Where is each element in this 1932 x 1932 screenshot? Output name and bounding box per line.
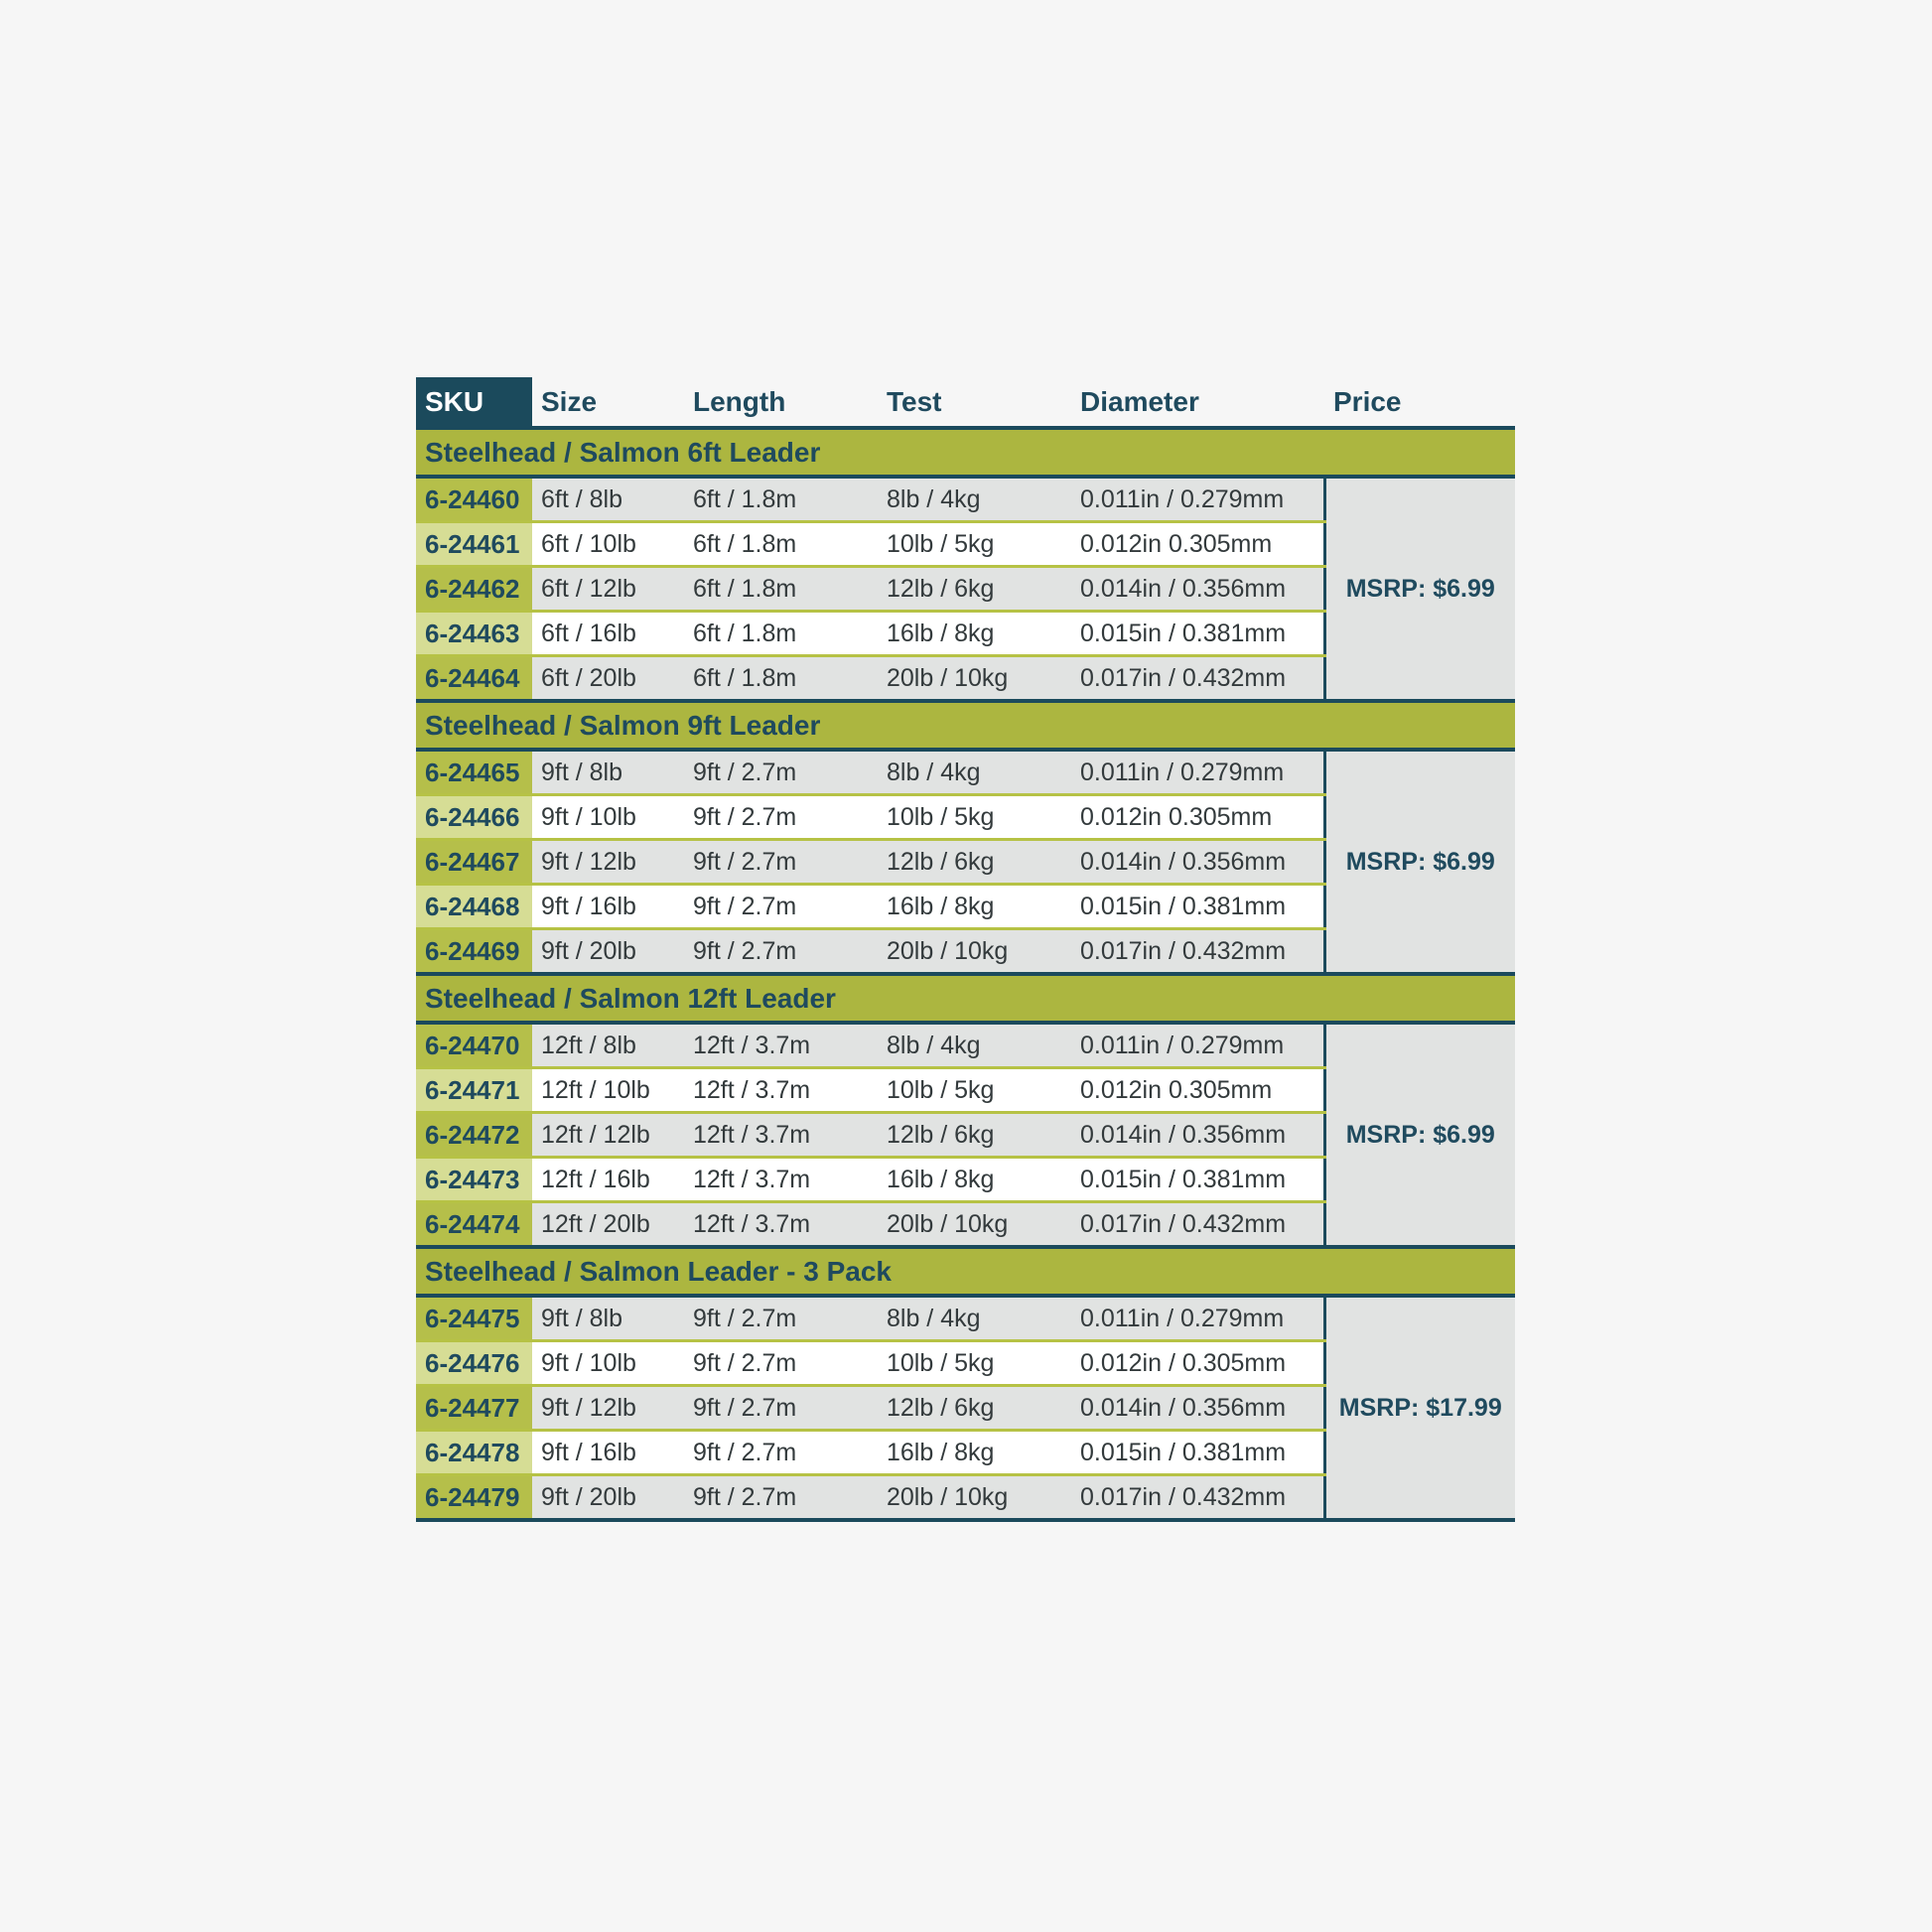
sku-cell: 6-24477 xyxy=(416,1386,532,1431)
test-cell: 12lb / 6kg xyxy=(878,1386,1071,1431)
diameter-cell: 0.017in / 0.432mm xyxy=(1071,1475,1324,1521)
diameter-cell: 0.015in / 0.381mm xyxy=(1071,885,1324,929)
sku-cell: 6-24462 xyxy=(416,567,532,612)
test-cell: 16lb / 8kg xyxy=(878,612,1071,656)
length-cell: 9ft / 2.7m xyxy=(684,1475,878,1521)
header-price: Price xyxy=(1324,377,1515,428)
sku-cell: 6-24473 xyxy=(416,1158,532,1202)
diameter-cell: 0.017in / 0.432mm xyxy=(1071,1202,1324,1248)
length-cell: 9ft / 2.7m xyxy=(684,795,878,840)
diameter-cell: 0.012in 0.305mm xyxy=(1071,522,1324,567)
diameter-cell: 0.014in / 0.356mm xyxy=(1071,840,1324,885)
diameter-cell: 0.011in / 0.279mm xyxy=(1071,1296,1324,1341)
sku-cell: 6-24470 xyxy=(416,1023,532,1068)
size-cell: 9ft / 10lb xyxy=(532,795,684,840)
sku-cell: 6-24461 xyxy=(416,522,532,567)
length-cell: 12ft / 3.7m xyxy=(684,1113,878,1158)
size-cell: 6ft / 16lb xyxy=(532,612,684,656)
sku-cell: 6-24475 xyxy=(416,1296,532,1341)
size-cell: 9ft / 8lb xyxy=(532,1296,684,1341)
test-cell: 8lb / 4kg xyxy=(878,1296,1071,1341)
diameter-cell: 0.012in / 0.305mm xyxy=(1071,1341,1324,1386)
table-header-row xyxy=(416,377,1515,428)
sku-cell: 6-24469 xyxy=(416,929,532,975)
sku-cell: 6-24476 xyxy=(416,1341,532,1386)
diameter-cell: 0.014in / 0.356mm xyxy=(1071,1113,1324,1158)
diameter-cell: 0.012in 0.305mm xyxy=(1071,795,1324,840)
test-cell: 20lb / 10kg xyxy=(878,1202,1071,1248)
length-cell: 9ft / 2.7m xyxy=(684,885,878,929)
section-header-row xyxy=(416,428,1515,477)
diameter-cell: 0.015in / 0.381mm xyxy=(1071,612,1324,656)
sku-cell: 6-24460 xyxy=(416,477,532,522)
price-cell: MSRP: $6.99 xyxy=(1324,750,1515,974)
size-cell: 6ft / 12lb xyxy=(532,567,684,612)
length-cell: 9ft / 2.7m xyxy=(684,840,878,885)
sku-cell: 6-24467 xyxy=(416,840,532,885)
test-cell: 10lb / 5kg xyxy=(878,795,1071,840)
section-header-row xyxy=(416,1247,1515,1296)
section-header-row xyxy=(416,701,1515,750)
length-cell: 6ft / 1.8m xyxy=(684,612,878,656)
size-cell: 9ft / 12lb xyxy=(532,840,684,885)
diameter-cell: 0.015in / 0.381mm xyxy=(1071,1158,1324,1202)
size-cell: 12ft / 20lb xyxy=(532,1202,684,1248)
test-cell: 20lb / 10kg xyxy=(878,929,1071,975)
test-cell: 10lb / 5kg xyxy=(878,522,1071,567)
length-cell: 6ft / 1.8m xyxy=(684,522,878,567)
diameter-cell: 0.011in / 0.279mm xyxy=(1071,1023,1324,1068)
size-cell: 9ft / 12lb xyxy=(532,1386,684,1431)
section-title: Steelhead / Salmon 6ft Leader xyxy=(416,428,1515,477)
length-cell: 6ft / 1.8m xyxy=(684,567,878,612)
header-size: Size xyxy=(532,377,684,428)
sku-cell: 6-24466 xyxy=(416,795,532,840)
section-header-row xyxy=(416,974,1515,1023)
price-cell: MSRP: $17.99 xyxy=(1324,1296,1515,1520)
section-title: Steelhead / Salmon Leader - 3 Pack xyxy=(416,1247,1515,1296)
size-cell: 6ft / 8lb xyxy=(532,477,684,522)
header-sku: SKU xyxy=(416,377,532,428)
size-cell: 9ft / 16lb xyxy=(532,885,684,929)
diameter-cell: 0.014in / 0.356mm xyxy=(1071,567,1324,612)
length-cell: 9ft / 2.7m xyxy=(684,1386,878,1431)
price-cell: MSRP: $6.99 xyxy=(1324,477,1515,701)
sku-cell: 6-24479 xyxy=(416,1475,532,1521)
size-cell: 9ft / 10lb xyxy=(532,1341,684,1386)
sku-cell: 6-24464 xyxy=(416,656,532,702)
header-diameter: Diameter xyxy=(1071,377,1324,428)
length-cell: 9ft / 2.7m xyxy=(684,750,878,795)
length-cell: 12ft / 3.7m xyxy=(684,1023,878,1068)
test-cell: 20lb / 10kg xyxy=(878,1475,1071,1521)
length-cell: 9ft / 2.7m xyxy=(684,929,878,975)
size-cell: 12ft / 12lb xyxy=(532,1113,684,1158)
size-cell: 9ft / 16lb xyxy=(532,1431,684,1475)
sku-cell: 6-24463 xyxy=(416,612,532,656)
sku-cell: 6-24465 xyxy=(416,750,532,795)
sku-cell: 6-24472 xyxy=(416,1113,532,1158)
sku-cell: 6-24474 xyxy=(416,1202,532,1248)
size-cell: 6ft / 20lb xyxy=(532,656,684,702)
length-cell: 6ft / 1.8m xyxy=(684,477,878,522)
test-cell: 8lb / 4kg xyxy=(878,1023,1071,1068)
length-cell: 9ft / 2.7m xyxy=(684,1296,878,1341)
size-cell: 9ft / 8lb xyxy=(532,750,684,795)
product-spec-table xyxy=(416,377,1515,1522)
size-cell: 6ft / 10lb xyxy=(532,522,684,567)
test-cell: 16lb / 8kg xyxy=(878,1158,1071,1202)
diameter-cell: 0.017in / 0.432mm xyxy=(1071,656,1324,702)
test-cell: 10lb / 5kg xyxy=(878,1341,1071,1386)
size-cell: 12ft / 8lb xyxy=(532,1023,684,1068)
header-test: Test xyxy=(878,377,1071,428)
sku-cell: 6-24478 xyxy=(416,1431,532,1475)
length-cell: 12ft / 3.7m xyxy=(684,1068,878,1113)
header-length: Length xyxy=(684,377,878,428)
diameter-cell: 0.011in / 0.279mm xyxy=(1071,750,1324,795)
diameter-cell: 0.012in 0.305mm xyxy=(1071,1068,1324,1113)
sku-cell: 6-24471 xyxy=(416,1068,532,1113)
table-body xyxy=(416,428,1515,1520)
length-cell: 6ft / 1.8m xyxy=(684,656,878,702)
length-cell: 12ft / 3.7m xyxy=(684,1158,878,1202)
diameter-cell: 0.015in / 0.381mm xyxy=(1071,1431,1324,1475)
test-cell: 12lb / 6kg xyxy=(878,1113,1071,1158)
diameter-cell: 0.011in / 0.279mm xyxy=(1071,477,1324,522)
section-title: Steelhead / Salmon 12ft Leader xyxy=(416,974,1515,1023)
diameter-cell: 0.017in / 0.432mm xyxy=(1071,929,1324,975)
test-cell: 8lb / 4kg xyxy=(878,750,1071,795)
test-cell: 12lb / 6kg xyxy=(878,567,1071,612)
table-row xyxy=(416,1023,1515,1068)
table-row xyxy=(416,750,1515,795)
table-row xyxy=(416,477,1515,522)
size-cell: 9ft / 20lb xyxy=(532,1475,684,1521)
size-cell: 9ft / 20lb xyxy=(532,929,684,975)
sku-cell: 6-24468 xyxy=(416,885,532,929)
diameter-cell: 0.014in / 0.356mm xyxy=(1071,1386,1324,1431)
size-cell: 12ft / 10lb xyxy=(532,1068,684,1113)
size-cell: 12ft / 16lb xyxy=(532,1158,684,1202)
test-cell: 8lb / 4kg xyxy=(878,477,1071,522)
test-cell: 12lb / 6kg xyxy=(878,840,1071,885)
section-title: Steelhead / Salmon 9ft Leader xyxy=(416,701,1515,750)
table-row xyxy=(416,1296,1515,1341)
price-cell: MSRP: $6.99 xyxy=(1324,1023,1515,1247)
length-cell: 12ft / 3.7m xyxy=(684,1202,878,1248)
test-cell: 10lb / 5kg xyxy=(878,1068,1071,1113)
length-cell: 9ft / 2.7m xyxy=(684,1431,878,1475)
test-cell: 16lb / 8kg xyxy=(878,1431,1071,1475)
test-cell: 16lb / 8kg xyxy=(878,885,1071,929)
length-cell: 9ft / 2.7m xyxy=(684,1341,878,1386)
test-cell: 20lb / 10kg xyxy=(878,656,1071,702)
